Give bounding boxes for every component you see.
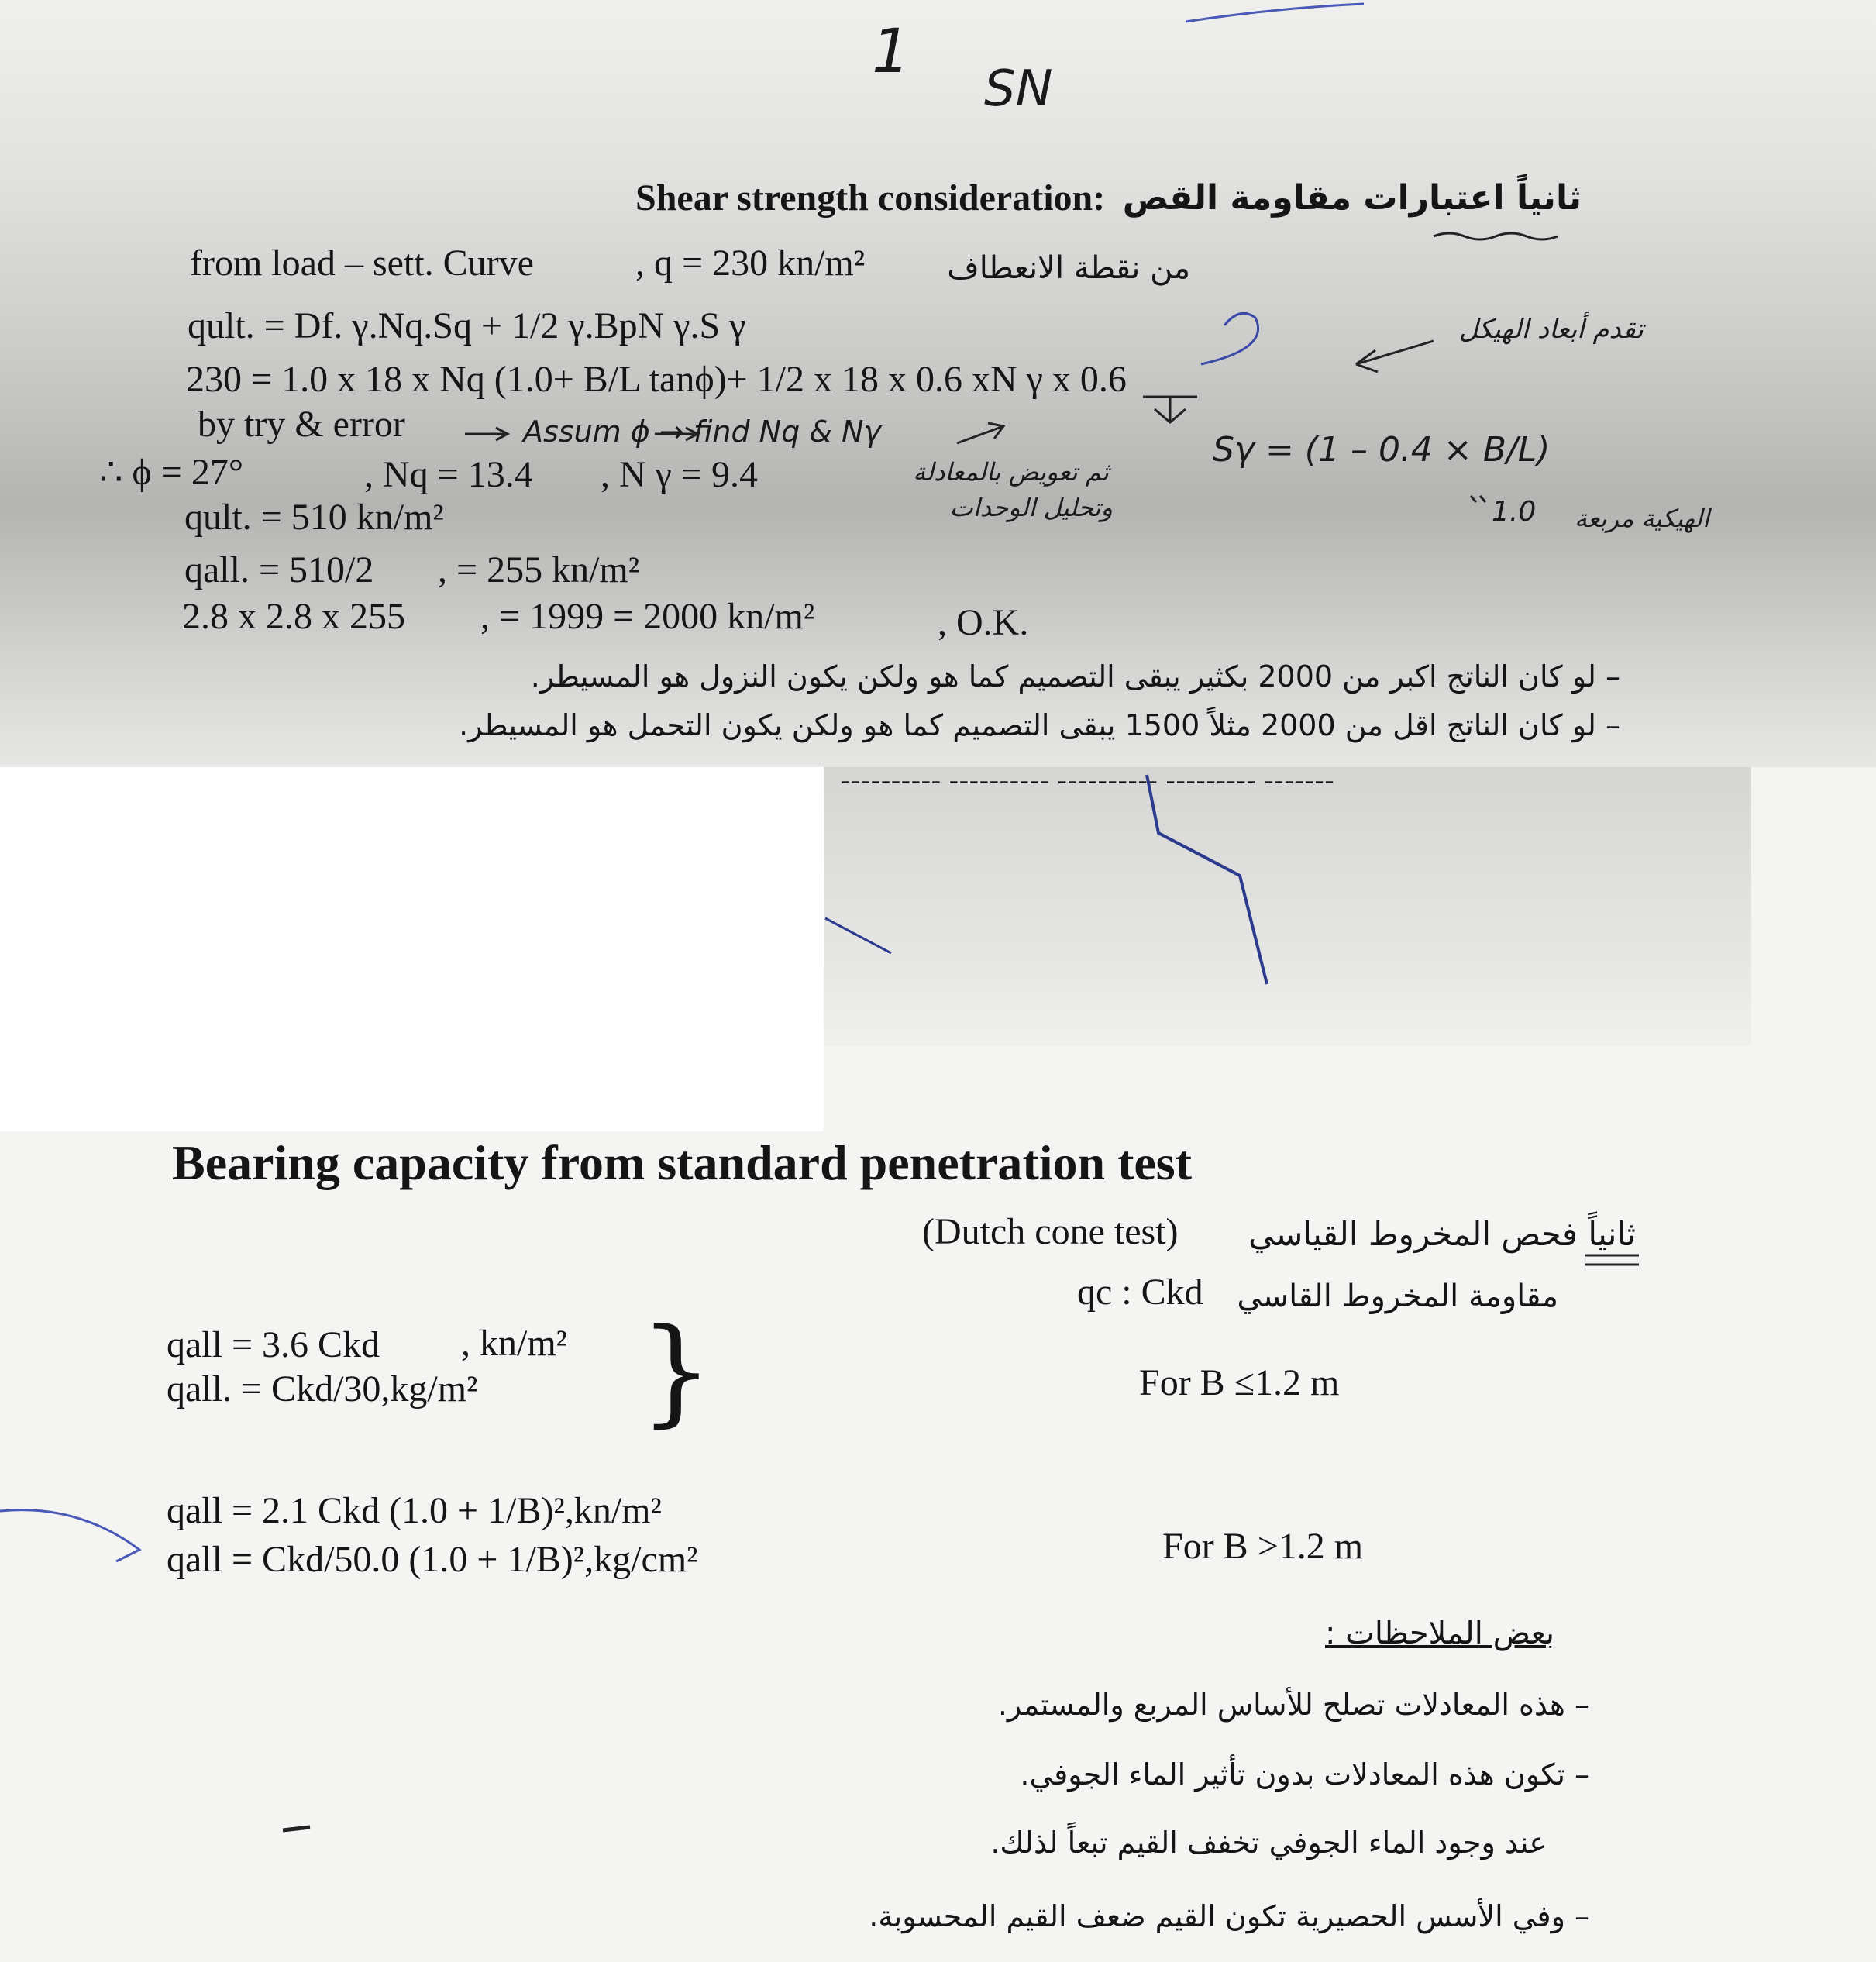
cond-2: For B >1.2 m [1162, 1526, 1364, 1567]
bearing-title: Bearing capacity from standard penetration test [172, 1135, 1192, 1190]
eq1b: qall. = Ckd/30,kg/m² [167, 1368, 478, 1410]
check-ok: , O.K. [938, 602, 1029, 643]
eq-qult: qult. = Df. γ.Nq.Sq + 1/2 γ.BpN γ.S γ [188, 305, 746, 346]
check-result: , = 1999 = 2000 kn/m² [480, 596, 815, 637]
remark-4: – وفي الأسس الحصيرية تكون القيم ضعف القيم المحسوبة. [869, 1899, 1589, 1933]
shear-title-ar: ثانياً اعتبارات مقاومة القص [1122, 178, 1582, 218]
curve-ar: من نقطة الانعطاف [947, 250, 1190, 286]
eq2b: qall = Ckd/50.0 (1.0 + 1/B)²,kg/cm² [167, 1539, 698, 1580]
try-error: by try & error [198, 404, 405, 445]
initials: SN [984, 60, 1053, 118]
eq1a: qall = 3.6 Ckd [167, 1324, 380, 1365]
eq1a-unit: , kn/m² [461, 1323, 568, 1364]
remark-3: عند وجود الماء الجوفي تخفف القيم تبعاً لذلك. [990, 1826, 1547, 1860]
hand-ar-top: تقدم أبعاد الهيكل [1458, 314, 1644, 345]
curve-line: from load – sett. Curve [190, 243, 534, 284]
hand-ar-right: الهيكية مربعة [1575, 504, 1709, 533]
cond-1: For B ≤1.2 m [1139, 1362, 1340, 1403]
hand-ar-mid1: ثم تعويض بالمعادلة [913, 457, 1109, 487]
check-line: 2.8 x 2.8 x 255 [182, 596, 405, 637]
hand-arrow-note: Assum ϕ → find Nq & Nγ [523, 415, 881, 449]
curly-brace: } [639, 1304, 714, 1439]
ngamma-value: , N γ = 9.4 [601, 454, 758, 495]
remarks-title: بعض الملاحظات : [1324, 1616, 1554, 1651]
dutch-en: (Dutch cone test) [922, 1211, 1179, 1252]
curve-q: , q = 230 kn/m² [635, 243, 866, 284]
remark-2: – تكون هذه المعادلات بدون تأثير الماء الجوفي. [1020, 1757, 1589, 1792]
hand-sgamma: Sγ = (1 – 0.4 × B/L) [1213, 430, 1551, 470]
hand-one-point-zero: 1.0 [1492, 496, 1537, 528]
page-number: 1 [872, 17, 910, 87]
qc-ar: مقاومة المخروط القاسي [1237, 1279, 1558, 1314]
qult-value: qult. = 510 kn/m² [184, 497, 444, 538]
note-2: – لو كان الناتج اقل من 2000 مثلاً 1500 يبقى التصميم كما هو ولكن يكون التحمل هو المسيطر. [459, 708, 1620, 742]
dutch-ar: ثانياً فحص المخروط القياسي [1248, 1215, 1636, 1253]
note-1: – لو كان الناتج اكبر من 2000 بكثير يبقى التصميم كما هو ولكن يكون النزول هو المسيطر. [530, 659, 1620, 694]
qc-en: qc : Ckd [1077, 1272, 1203, 1313]
hand-ar-mid2: وتحليل الوحدات [949, 493, 1113, 522]
divider: ---------- ---------- ---------- --------- ------- [841, 764, 1335, 795]
eq-230: 230 = 1.0 x 18 x Nq (1.0+ B/L tanϕ)+ 1/2 x 18 x 0.6 xN γ x 0.6 [186, 359, 1127, 400]
phi-value: ∴ ϕ = 27° [99, 452, 244, 493]
shear-title-en: Shear strength consideration: [635, 177, 1106, 219]
eq2a: qall = 2.1 Ckd (1.0 + 1/B)²,kn/m² [167, 1490, 662, 1531]
remark-1: – هذه المعادلات تصلح للأساس المربع والمستمر. [997, 1688, 1589, 1722]
qall-result: , = 255 kn/m² [438, 549, 640, 590]
qall-value: qall. = 510/2 [184, 549, 374, 590]
nq-value: , Nq = 13.4 [364, 454, 533, 495]
